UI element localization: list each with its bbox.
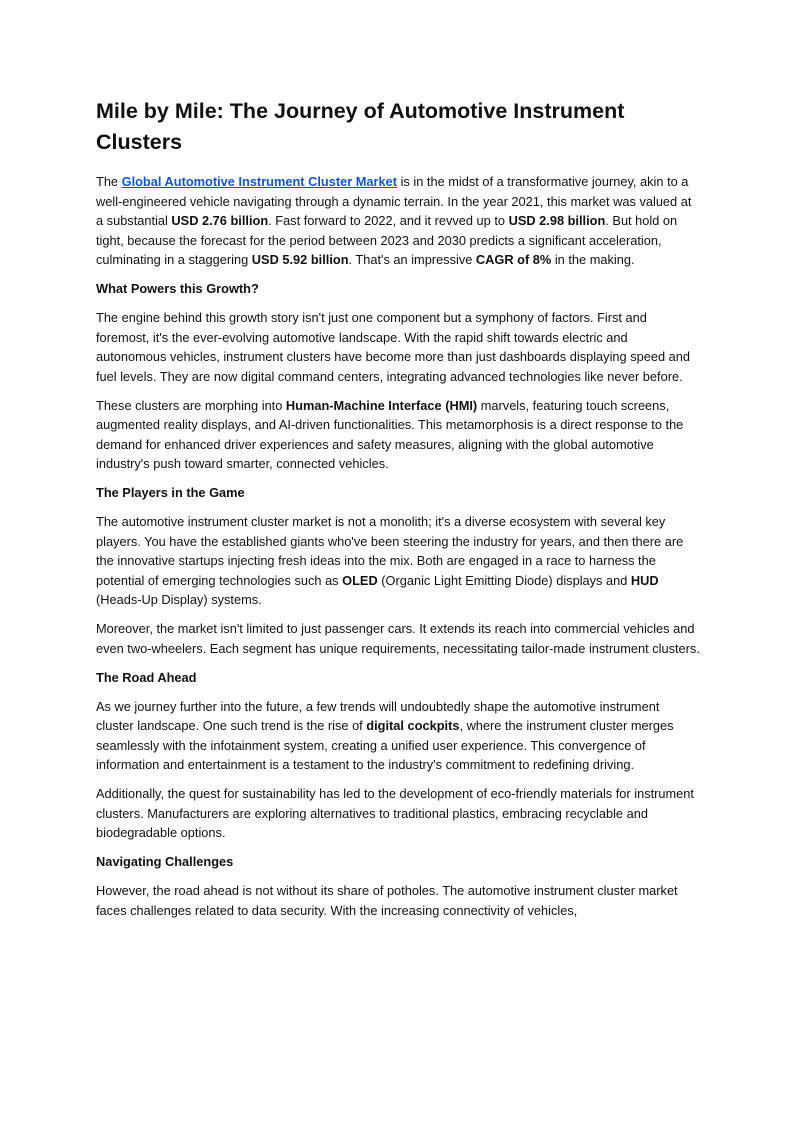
intro-paragraph: [96, 172, 700, 270]
value-2030: USD 5.92 billion: [251, 252, 349, 267]
oled-term: OLED: [342, 572, 378, 588]
intro-text-2: is in the midst of a transformative journey, akin to a well-engineered vehicle navigating through a dynamic terrain. In the year 2021, this market was valued at a substantial: [96, 174, 692, 228]
page-title: Mile by Mile: The Journey of Automotive Instrument Clusters: [96, 99, 625, 154]
value-2021: USD 2.76 billion: [171, 213, 269, 228]
growth-paragraph-2: [96, 396, 700, 474]
players-paragraph-1: [96, 512, 700, 610]
road-paragraph-2: Additionally, the quest for sustainability has led to the development of eco-friendly materials for instrument clusters. Manufacturers are exploring alternatives to traditional plastics, embracing recyclable and biodegradable options.: [96, 786, 694, 840]
road-p1-text-2: , where the instrument cluster merges seamlessly with the infotainment system, creating a unified user experience. This convergence of information and entertainment is a testament to the industry's commitment to redefining driving.: [96, 718, 674, 772]
growth-paragraph-1: The engine behind this growth story isn't just one component but a symphony of factors. First and foremost, it's the ever-evolving automotive landscape. With the rapid shift towards electric and autonomous vehicles, instrument clusters have become more than just dashboards displaying speed and fuel levels. They are now digital command centers, integrating advanced technologies like never before.: [96, 310, 690, 384]
section-heading-growth: What Powers this Growth?: [96, 281, 259, 296]
value-2022: USD 2.98 billion: [508, 213, 606, 228]
road-paragraph-1: [96, 697, 700, 775]
road-p1-text-1: As we journey further into the future, a few trends will undoubtedly shape the automotive instrument cluster landscape. One such trend is the rise of: [96, 698, 660, 733]
challenges-paragraph-1: However, the road ahead is not without its share of potholes. The automotive instrument cluster market faces challenges related to data security. With the increasing connectivity of vehicles,: [96, 883, 678, 918]
intro-text-6: in the making.: [551, 252, 635, 267]
section-heading-road-ahead: The Road Ahead: [96, 669, 197, 685]
players-paragraph-2: Moreover, the market isn't limited to just passenger cars. It extends its reach into commercial vehicles and even two-wheelers. Each segment has unique requirements, necessitating tailor-made instrument clusters.: [96, 621, 700, 656]
players-p1-text-1: The automotive instrument cluster market is not a monolith; it's a diverse ecosystem with several key players. You have the established giants who've been steering the industry for years, and then there are the innovative startups injecting fresh ideas into the mix. Both are engaged in a race to harness the potential of emerging technologies such as: [96, 514, 684, 588]
intro-text-5: . That's an impressive: [348, 252, 476, 267]
players-p1-text-3: (Heads-Up Display) systems.: [96, 592, 262, 607]
growth-p2-text-1: These clusters are morphing into: [96, 397, 286, 413]
hmi-term: Human-Machine Interface (HMI): [285, 397, 478, 413]
players-p1-text-2: (Organic Light Emitting Diode) displays and: [377, 572, 631, 588]
digital-cockpits-term: digital cockpits: [366, 718, 460, 733]
intro-text-3: . Fast forward to 2022, and it revved up to: [268, 213, 509, 228]
cagr-value: CAGR of 8%: [475, 252, 552, 267]
section-heading-players: The Players in the Game: [96, 485, 245, 500]
intro-text-4: . But hold on tight, because the forecast for the period between 2023 and 2030 predicts a significant acceleration, culminating in a staggering: [96, 213, 678, 267]
section-heading-challenges: Navigating Challenges: [96, 854, 234, 869]
hud-term: HUD: [630, 572, 659, 588]
document-page: [96, 96, 700, 930]
market-report-link[interactable]: Global Automotive Instrument Cluster Market: [121, 174, 398, 189]
growth-p2-text-2: marvels, featuring touch screens, augmented reality displays, and AI-driven functionalities. This metamorphosis is a direct response to the demand for enhanced driver experiences and safety measures, aligning with the global automotive industry's push toward smarter, connected vehicles.: [96, 397, 684, 471]
intro-text-1: The: [96, 174, 122, 189]
